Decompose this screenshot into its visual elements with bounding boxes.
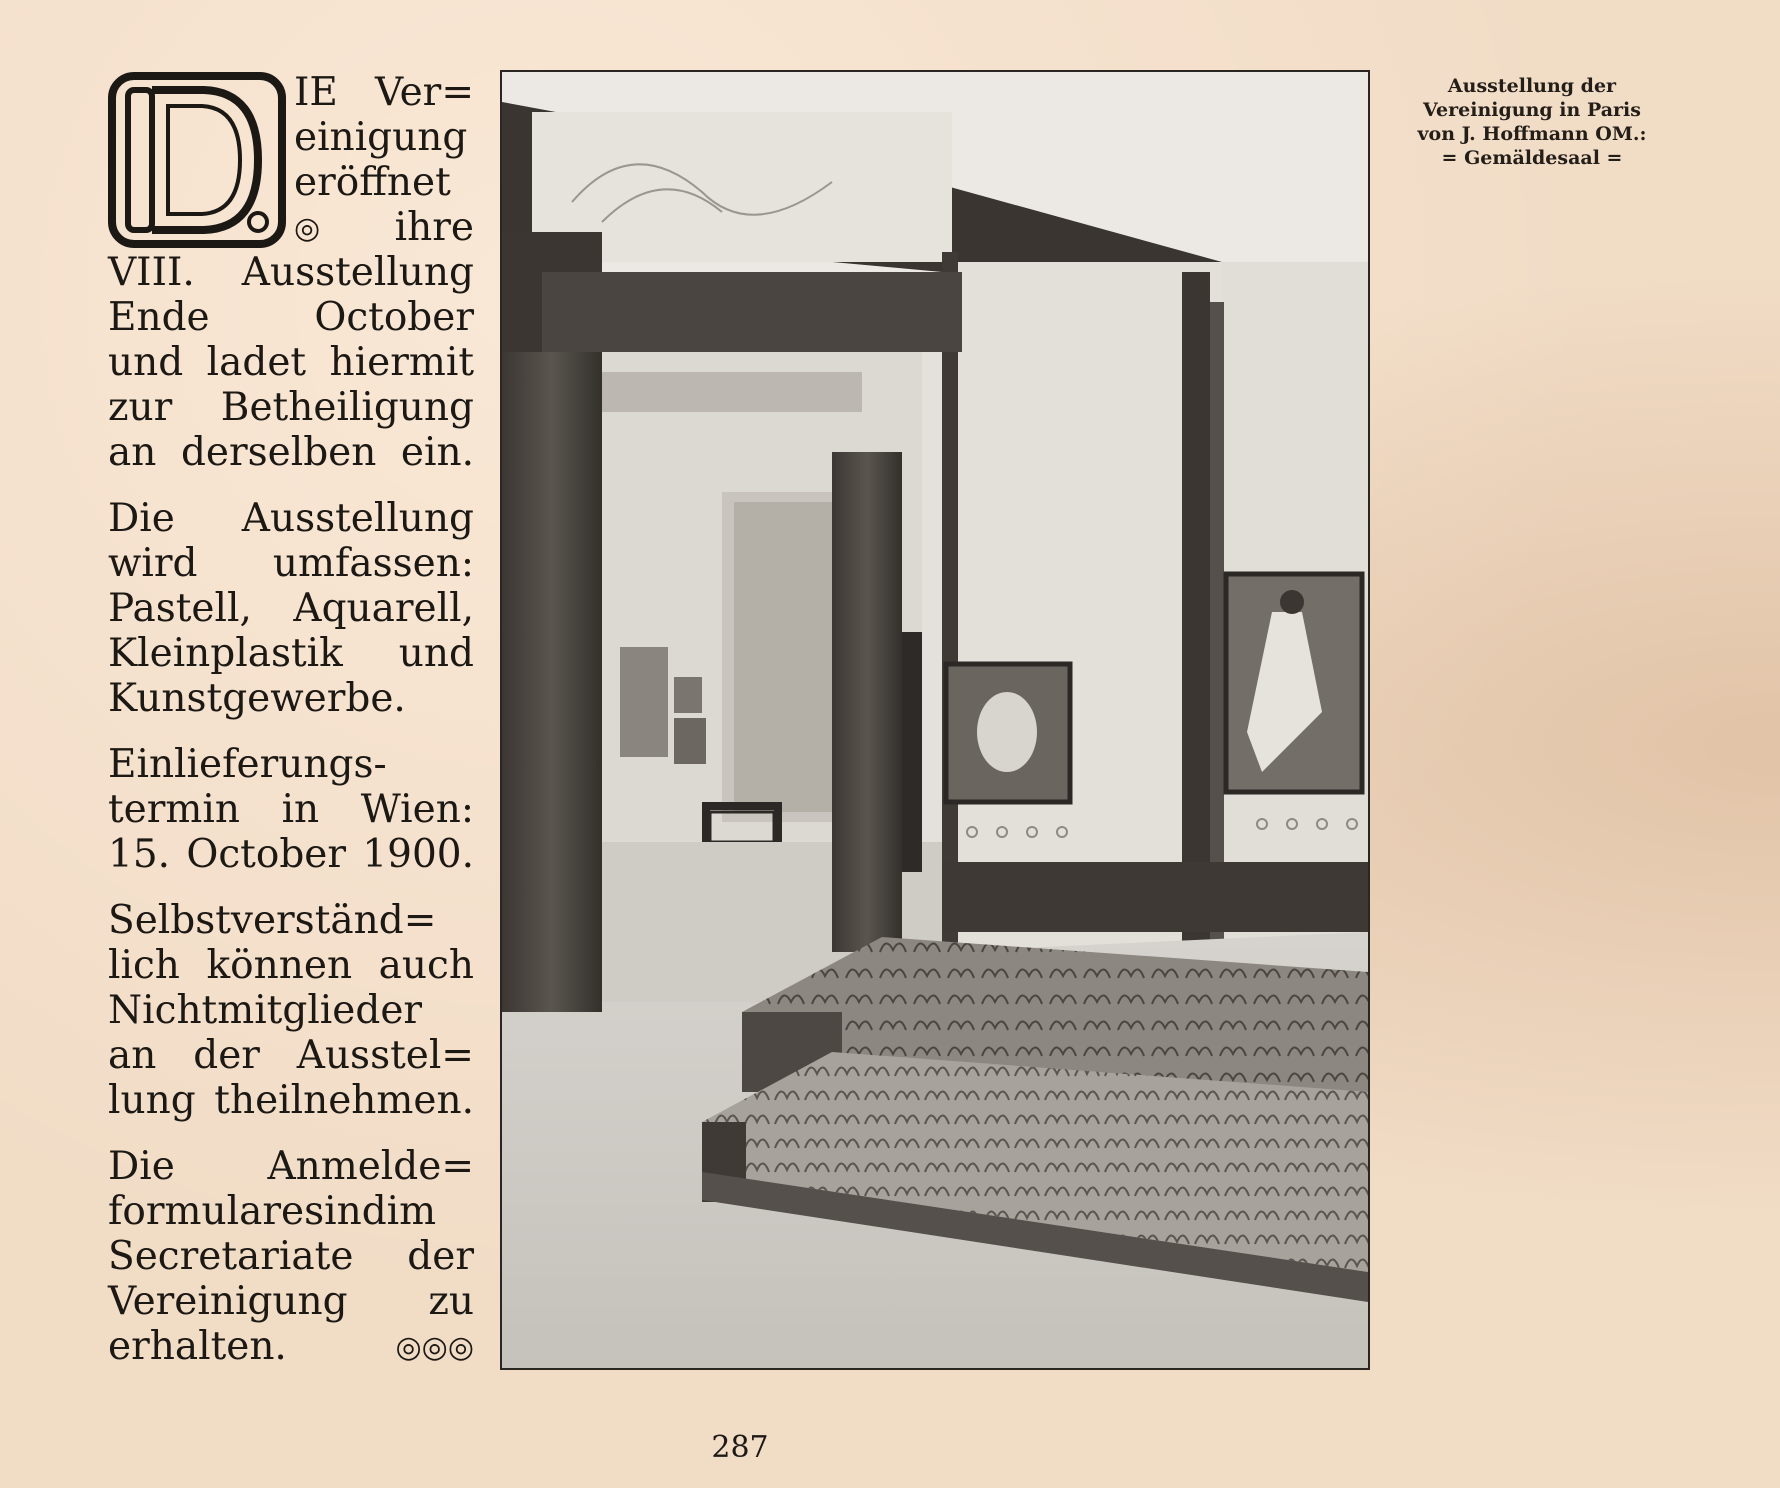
text-line: termin in Wien: <box>108 787 474 832</box>
text-line: Die Anmelde= <box>108 1144 474 1189</box>
text-line: und ladet hiermit <box>108 340 474 385</box>
caption-line: von J. Hoffmann OM.: <box>1417 123 1647 145</box>
text-line: an der Ausstel= <box>108 1033 474 1078</box>
text-line-with-ornament <box>108 1324 474 1369</box>
text-line: Nichtmitglieder <box>108 988 423 1033</box>
paragraph-4 <box>108 898 474 1123</box>
decorative-initial-d <box>108 72 286 248</box>
text-line: eröffnet <box>294 160 451 205</box>
caption-line: Ausstellung der <box>1447 75 1617 97</box>
gallery-interior-image <box>502 72 1368 1368</box>
text-line: zur Betheiligung <box>108 385 474 430</box>
text-line: VIII. Ausstellung <box>108 250 474 295</box>
text-line: Pastell, Aquarell, <box>108 586 474 631</box>
text-line: Vereinigung zu <box>108 1279 474 1324</box>
triple-circle-ornament-icon: ◎◎◎ <box>395 1330 474 1365</box>
paragraph-5 <box>108 1144 474 1369</box>
text-line: Selbstverständ= <box>108 898 437 943</box>
text-line: formularesindim <box>108 1189 437 1234</box>
circle-ornament-icon: ◎ <box>294 211 321 246</box>
text-line: Secretariate der <box>108 1234 474 1279</box>
text-line: lung theilnehmen. <box>108 1078 474 1123</box>
text-line-with-ornament <box>294 205 474 250</box>
text-line: einigung <box>294 115 468 160</box>
text-fragment: erhalten. <box>108 1324 287 1369</box>
paragraph-3 <box>108 742 474 877</box>
text-line: Ende October <box>108 295 474 340</box>
text-line: lich können auch <box>108 943 474 988</box>
paragraph-2 <box>108 496 474 721</box>
text-line: Einlieferungs- <box>108 742 387 787</box>
page-number: 287 <box>711 1430 769 1465</box>
initial-letter: D <box>108 72 109 73</box>
text-line: wird umfassen: <box>108 541 474 586</box>
exhibition-hall-photograph <box>502 72 1368 1368</box>
text-line: Die Ausstellung <box>108 496 474 541</box>
text-fragment: ihre <box>394 205 474 250</box>
photo-caption <box>1396 74 1668 170</box>
article-text-column <box>108 70 474 1390</box>
caption-line: = Gemäldesaal = <box>1441 147 1623 169</box>
text-line: 15. October 1900. <box>108 832 474 877</box>
initial-d-icon <box>108 72 286 248</box>
text-line: Kunstgewerbe. <box>108 676 406 721</box>
text-line: IE Ver= <box>294 70 474 115</box>
text-line: Kleinplastik und <box>108 631 474 676</box>
caption-line: Vereinigung in Paris <box>1423 99 1641 121</box>
text-line: an derselben ein. <box>108 430 474 475</box>
